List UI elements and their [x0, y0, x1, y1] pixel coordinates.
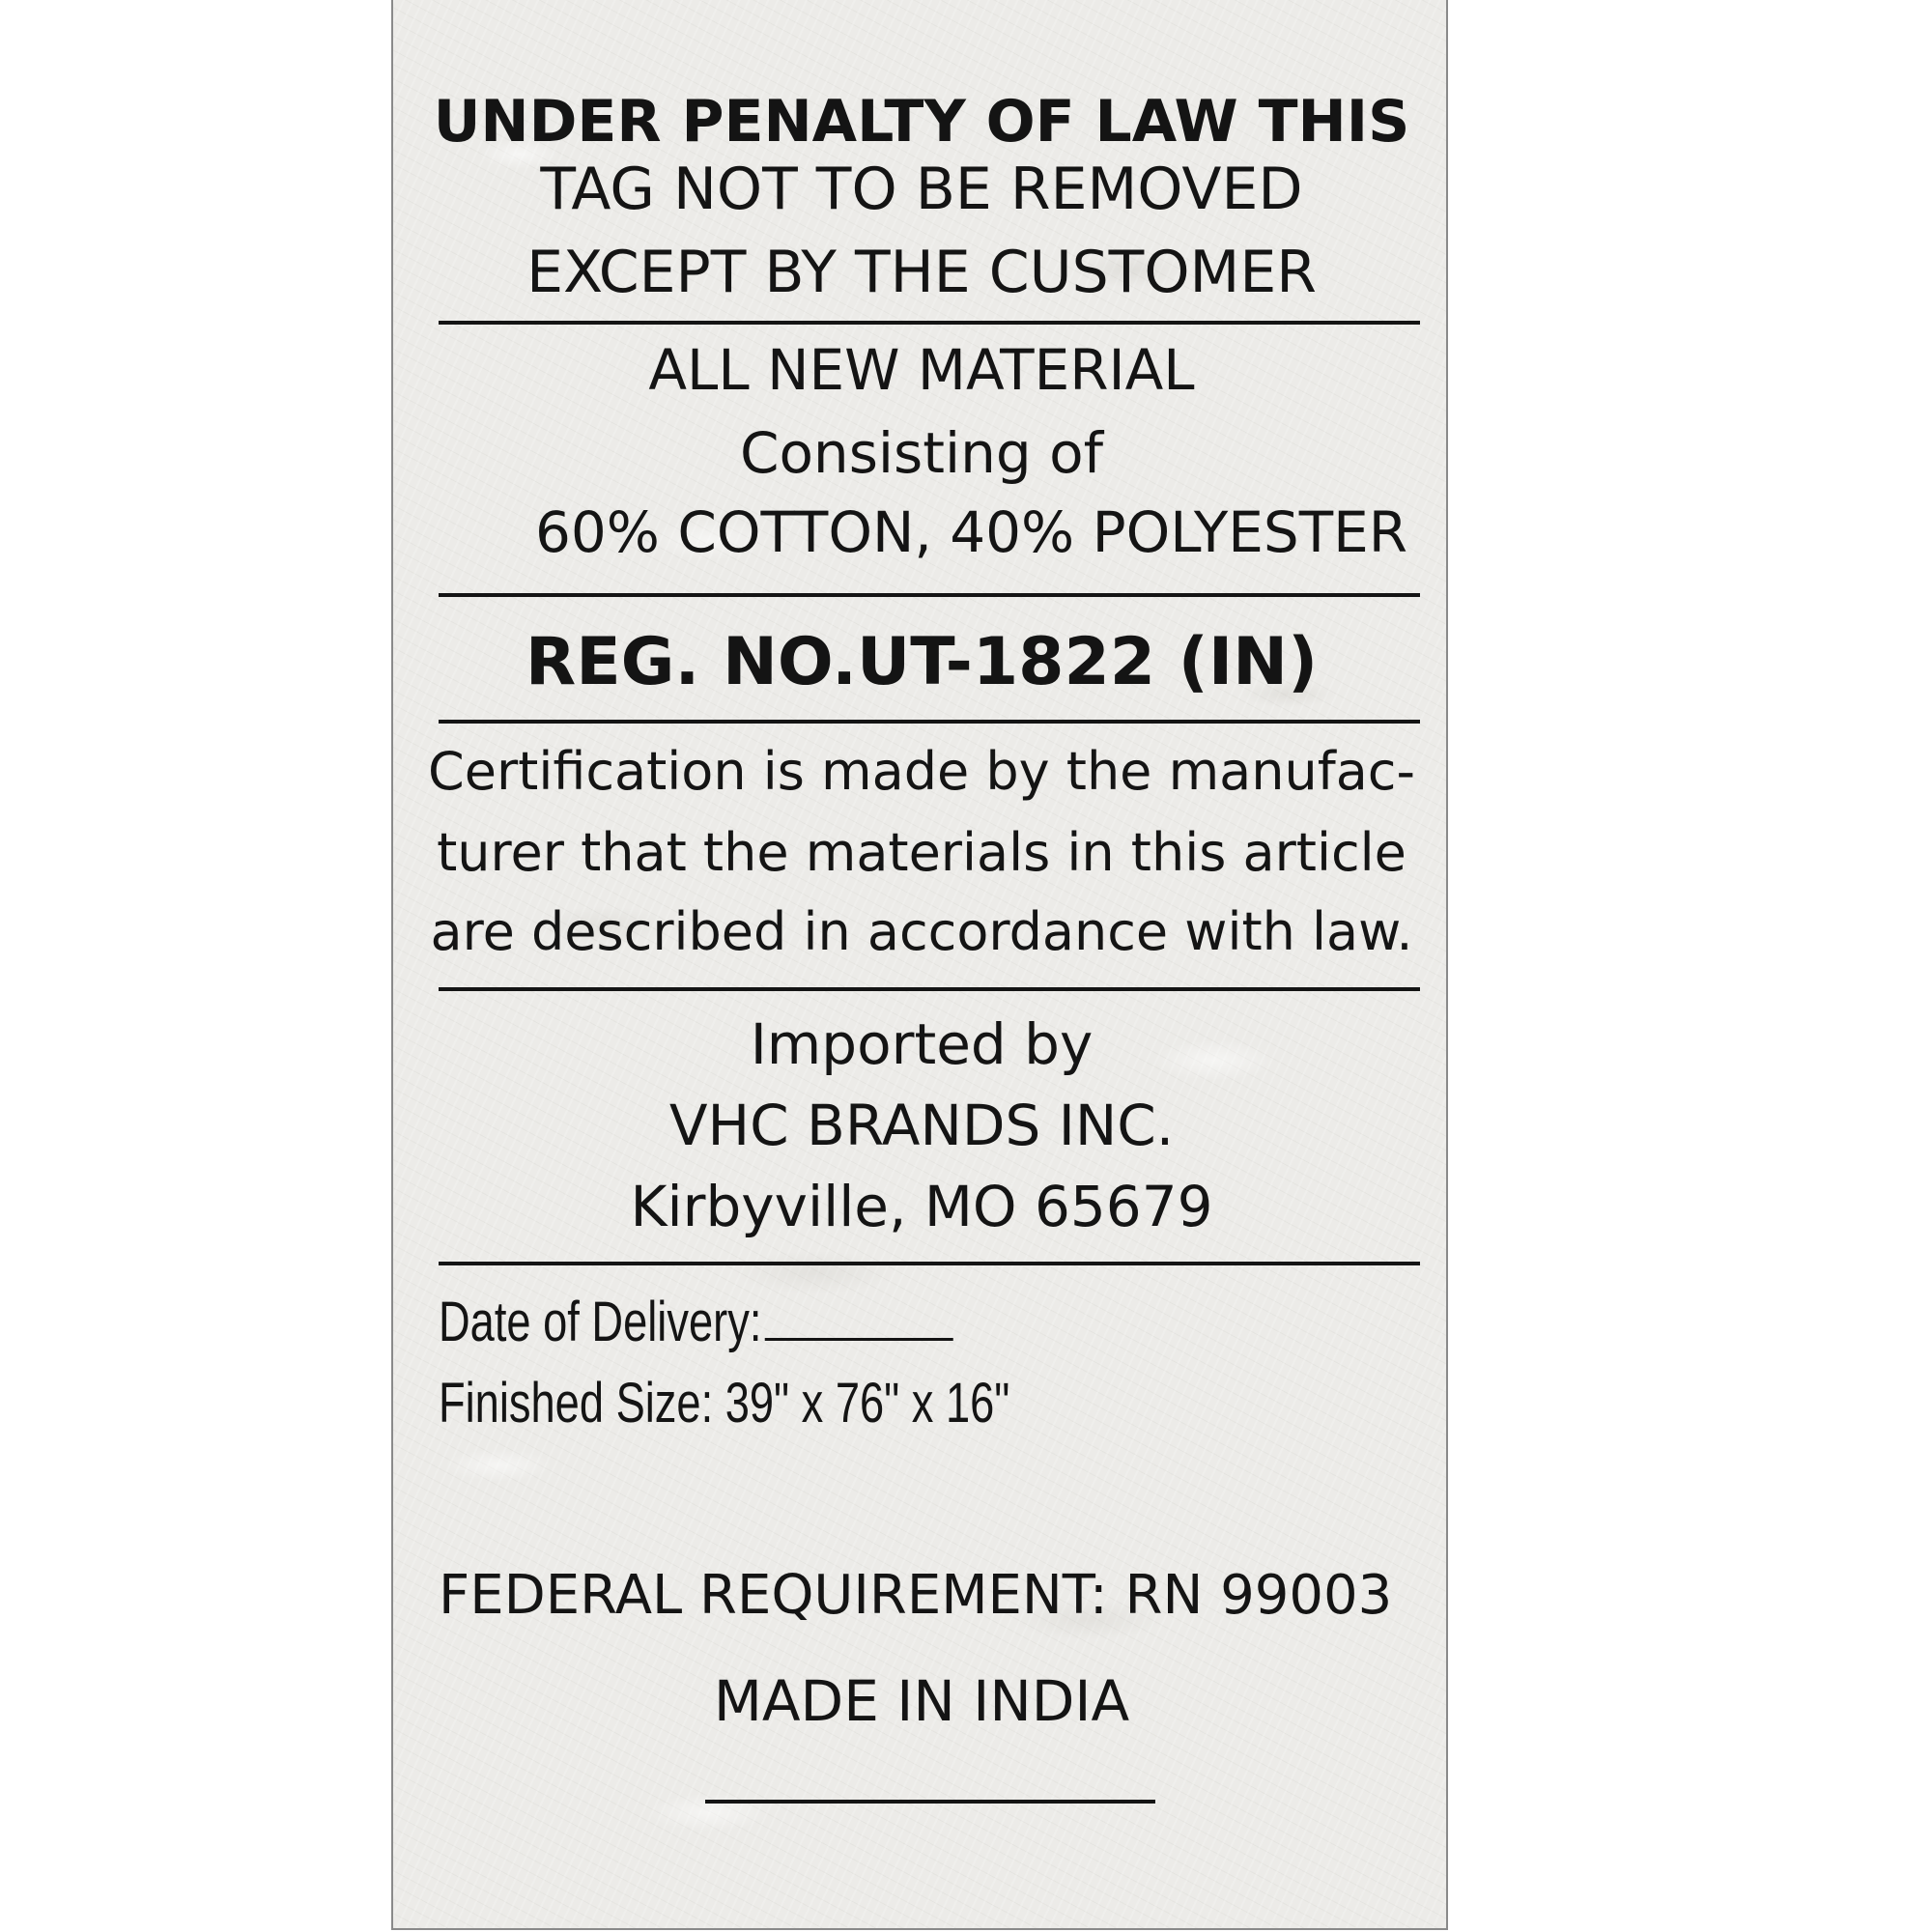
warning-line-1: UNDER PENALTY OF LAW THIS — [433, 88, 1410, 156]
federal-requirement: FEDERAL REQUIREMENT: RN 99003 — [439, 1564, 1393, 1627]
material-heading: ALL NEW MATERIAL — [648, 337, 1195, 403]
divider-2 — [439, 593, 1420, 597]
importer-label: Imported by — [750, 1011, 1094, 1077]
divider-5 — [439, 1262, 1420, 1265]
certification-line-3: are described in accordance with law. — [430, 901, 1413, 962]
divider-3 — [439, 720, 1420, 724]
delivery-date-row — [439, 1291, 953, 1353]
registration-number: REG. NO.UT-1822 (IN) — [525, 624, 1319, 700]
delivery-date-label: Date of Delivery: — [439, 1291, 762, 1353]
certification-line-2: turer that the materials in this article — [437, 822, 1406, 883]
delivery-date-blank — [765, 1338, 953, 1341]
material-composition: 60% COTTON, 40% POLYESTER — [535, 499, 1408, 565]
divider-4 — [439, 987, 1420, 991]
warning-line-2: TAG NOT TO BE REMOVED — [540, 156, 1303, 223]
warning-line-3: EXCEPT BY THE CUSTOMER — [526, 239, 1317, 306]
material-consisting: Consisting of — [739, 420, 1104, 486]
made-in: MADE IN INDIA — [713, 1668, 1130, 1734]
importer-address: Kirbyville, MO 65679 — [630, 1174, 1213, 1239]
importer-name: VHC BRANDS INC. — [668, 1093, 1175, 1158]
bottom-rule — [705, 1800, 1155, 1804]
law-tag — [391, 0, 1448, 1930]
finished-size: Finished Size: 39" x 76" x 16" — [439, 1372, 1010, 1435]
divider-1 — [439, 321, 1420, 325]
certification-line-1: Certification is made by the manufac- — [428, 741, 1415, 802]
